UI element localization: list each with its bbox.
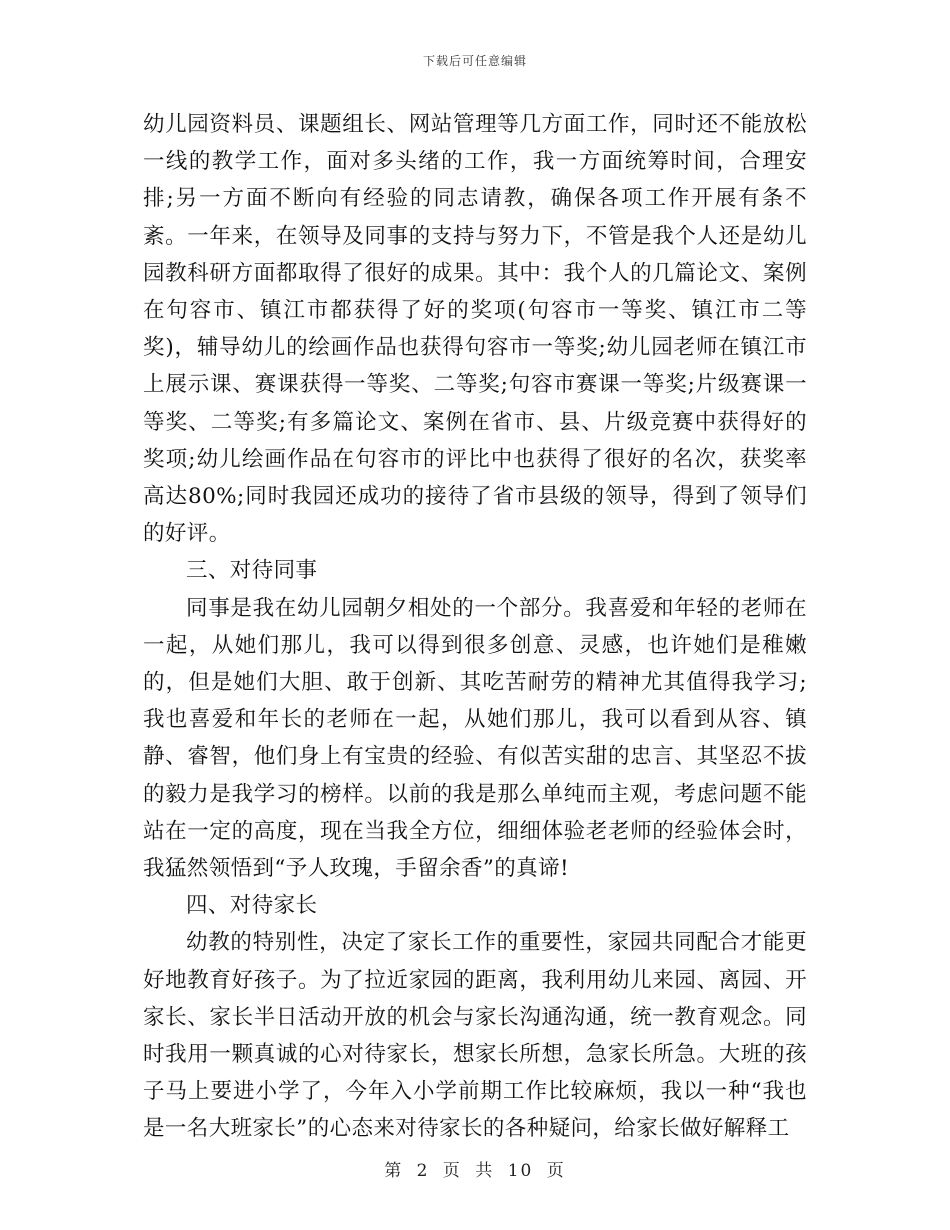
section-heading-parents: 四、对待家长	[186, 893, 318, 919]
paragraph-parents: 幼教的特别性，决定了家长工作的重要性，家园共同配合才能更好地教育好孩子。为了拉近家园的距离，我利用幼儿来园、离园、开家长、家长半日活动开放的机会与家长沟通沟通，统一教育观念。同时我用一颗真诚的心对待家长，想家长所想，急家长所急。大班的孩子马上要进小学了，今年入小学前期工作比较麻烦，我以一种“我也是一名大班家长”的心态来对待家长的各种疑问，给家长做好解释工	[143, 930, 807, 1142]
document-body	[143, 106, 807, 1148]
page-header: 下载后可任意编辑	[422, 54, 527, 68]
paragraph-colleagues: 同事是我在幼儿园朝夕相处的一个部分。我喜爱和年轻的老师在一起，从她们那儿，我可以得到很多创意、灵感，也许她们是稚嫩的，但是她们大胆、敢于创新、其吃苦耐劳的精神尤其值得我学习;我也喜爱和年长的老师在一起，从她们那儿，我可以看到从容、镇静、睿智，他们身上有宝贵的经验、有似苦实甜的忠言、其坚忍不拔的毅力是我学习的榜样。以前的我是那么单纯而主观，考虑问题不能站在一定的高度，现在当我全方位，细细体验老老师的经验体会时，我猛然领悟到“予人玫瑰，手留余香”的真谛!	[143, 595, 807, 882]
paragraph-continued: 幼儿园资料员、课题组长、网站管理等几方面工作，同时还不能放松一线的教学工作，面对多头绪的工作，我一方面统筹时间，合理安排;另一方面不断向有经验的同志请教，确保各项工作开展有条不紊。一年来，在领导及同事的支持与努力下，不管是我个人还是幼儿园教科研方面都取得了很好的成果。其中：我个人的几篇论文、案例在句容市、镇江市都获得了好的奖项(句容市一等奖、镇江市二等奖)，辅导幼儿的绘画作品也获得句容市一等奖;幼儿园老师在镇江市上展示课、赛课获得一等奖、二等奖;句容市赛课一等奖;片级赛课一等奖、二等奖;有多篇论文、案例在省市、县、片级竞赛中获得好的奖项;幼儿绘画作品在句容市的评比中也获得了很好的名次，获奖率高达80%;同时我园还成功的接待了省市县级的领导，得到了领导们的好评。	[143, 112, 807, 547]
section-heading-colleagues: 三、对待同事	[186, 558, 318, 584]
page-number-footer: 第 2 页 共 10 页	[384, 1161, 566, 1181]
